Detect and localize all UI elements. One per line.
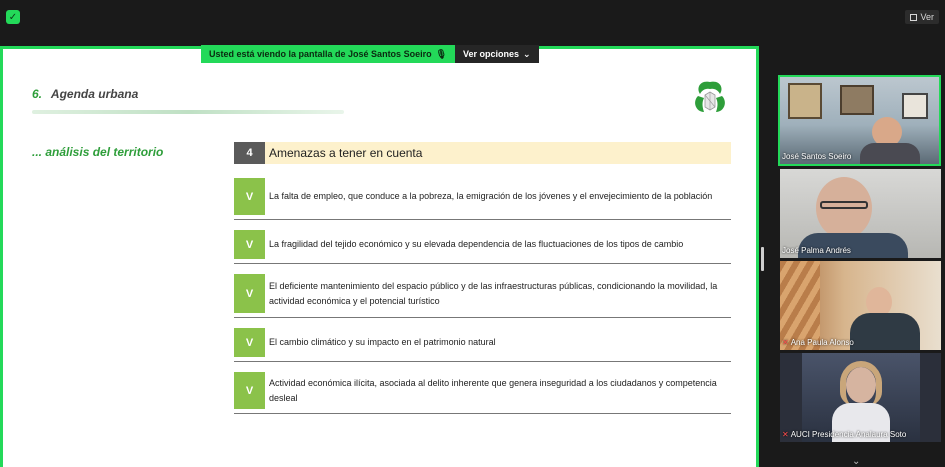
sharing-message-text: Usted está viendo la pantalla de José Santos Soeiro <box>209 49 432 59</box>
table-number: 4 <box>234 142 265 164</box>
row-marker: V <box>234 274 265 313</box>
table-header <box>234 142 731 164</box>
row-text: El deficiente mantenimiento del espacio público y de las infraestructuras públicas, condicionando la movilidad, la actividad económica y el potencial turístico <box>269 280 718 306</box>
view-button-label: Ver <box>920 12 934 22</box>
sharing-banner <box>201 45 539 63</box>
participant-hair <box>840 361 882 405</box>
mic-muted-icon: ✕ <box>782 338 789 347</box>
slide-subtitle: ... análisis del territorio <box>32 145 164 159</box>
scroll-down-chevron-icon[interactable]: ⌄ <box>852 456 861 467</box>
top-bar <box>0 0 945 46</box>
participant-tile[interactable] <box>780 261 941 350</box>
participant-body <box>850 313 920 350</box>
section-number: 6. <box>32 87 43 101</box>
section-title: Agenda urbana <box>50 87 139 101</box>
glasses <box>820 201 868 209</box>
window-blinds <box>780 261 820 350</box>
participant-tile[interactable] <box>780 169 941 258</box>
grid-view-icon <box>910 14 917 21</box>
table-row <box>234 324 731 362</box>
view-options-label: Ver opciones <box>463 49 520 59</box>
row-marker: V <box>234 178 265 215</box>
row-marker: V <box>234 230 265 259</box>
wall-frame <box>840 85 874 115</box>
row-text: La falta de empleo, que conduce a la pobreza, la emigración de los jóvenes y el envejecimiento de la población <box>269 191 713 201</box>
table-title: Amenazas a tener en cuenta <box>269 146 423 160</box>
wall-frame <box>788 83 822 119</box>
participant-name: José Palma Andrés <box>782 246 851 255</box>
table-row <box>234 270 731 318</box>
mic-muted-icon: ✕ <box>782 430 789 439</box>
row-marker: V <box>234 328 265 357</box>
view-options-button[interactable] <box>455 45 539 63</box>
participant-tile[interactable] <box>780 353 941 442</box>
threats-table <box>234 142 731 403</box>
row-text: Actividad económica ilícita, asociada al delito inherente que genera inseguridad a los ciudadanos y competencia desleal <box>269 377 717 403</box>
panel-resize-handle[interactable] <box>761 247 764 271</box>
security-shield-icon[interactable]: ✓ <box>6 10 20 24</box>
row-text: La fragilidad del tejido económico y su elevada dependencia de las fluctuaciones de los tipos de cambio <box>269 239 684 249</box>
row-marker: V <box>234 372 265 409</box>
table-row <box>234 174 731 220</box>
sharing-message <box>201 45 455 63</box>
participant-name: ✕ AUCI Presidencia Analaura Soto <box>782 430 907 439</box>
table-row <box>234 226 731 264</box>
organization-logo <box>690 78 730 116</box>
wall-frame <box>902 93 928 119</box>
title-underline <box>32 110 344 114</box>
participant-name: ✕ Ana Paula Alonso <box>782 338 854 347</box>
table-row <box>234 368 731 414</box>
mic-icon: 🎙 <box>435 48 448 59</box>
participant-body <box>860 143 920 166</box>
participant-name: José Santos Soeiro <box>782 152 852 161</box>
slide-title <box>32 87 138 101</box>
participant-tile-active[interactable] <box>778 75 941 166</box>
row-text: El cambio climático y su impacto en el patrimonio natural <box>269 337 496 347</box>
view-button[interactable] <box>905 10 939 24</box>
chevron-down-icon: ⌄ <box>523 48 531 59</box>
